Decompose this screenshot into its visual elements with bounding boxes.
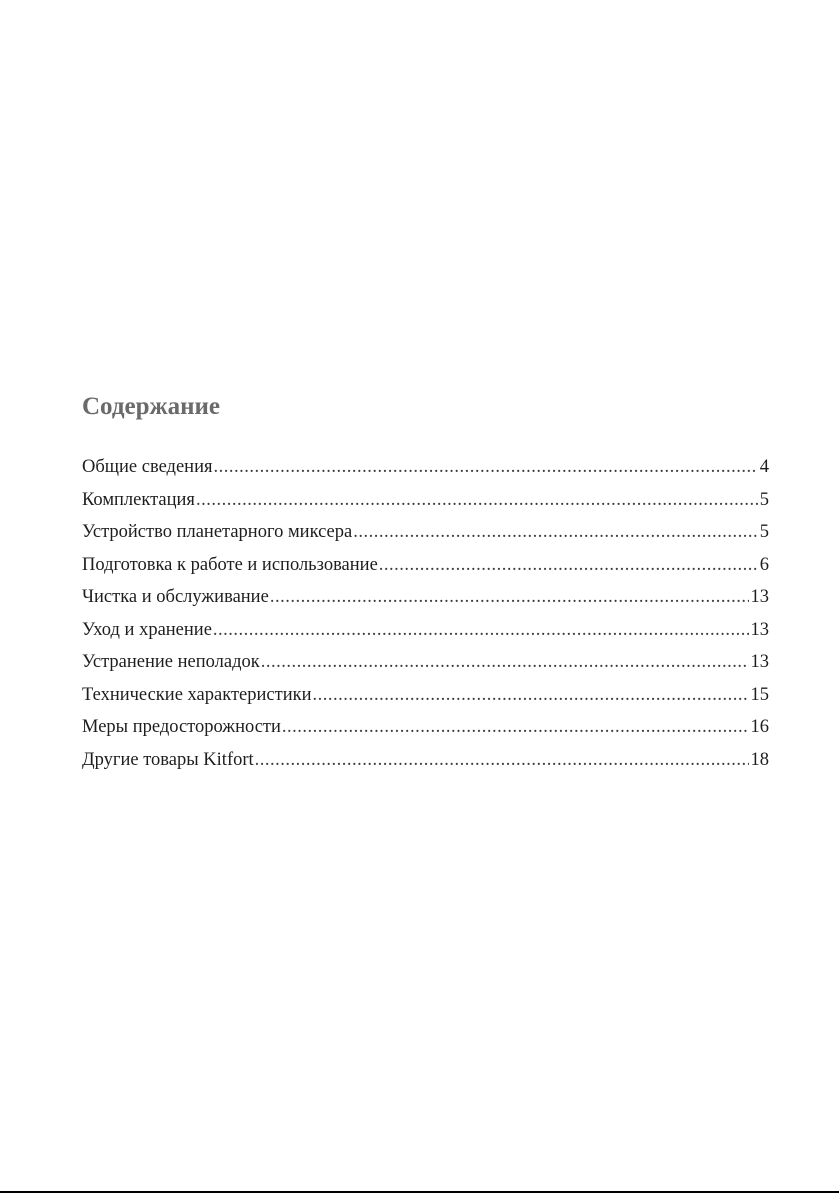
toc-dot-leader	[270, 581, 749, 614]
toc-dot-leader	[255, 744, 749, 777]
toc-dot-leader	[379, 549, 758, 582]
toc-entry[interactable]	[82, 744, 769, 777]
toc-entry-label: Чистка и обслуживание	[82, 587, 269, 607]
toc-dot-leader	[214, 451, 758, 484]
toc-entry-page: 6	[759, 554, 769, 575]
toc-entry-label: Общие сведения	[82, 457, 213, 477]
toc-entry-page: 13	[750, 619, 769, 640]
toc-title: Содержание	[82, 393, 221, 420]
toc-entry[interactable]	[82, 516, 769, 549]
toc-entry[interactable]	[82, 614, 769, 647]
toc-dot-leader	[353, 516, 758, 549]
toc-dot-leader	[312, 679, 748, 712]
toc-entry[interactable]	[82, 679, 769, 712]
toc-entry-page: 5	[759, 489, 769, 510]
toc-entry[interactable]	[82, 549, 769, 582]
toc-entry-page: 16	[750, 717, 769, 737]
toc-entry-page: 5	[759, 522, 769, 542]
toc-entry-page: 15	[750, 684, 769, 705]
toc-entry-label: Устранение неполадок	[82, 652, 260, 672]
toc-entry-page: 13	[750, 652, 769, 672]
toc-dot-leader	[196, 484, 758, 517]
toc-entry-label: Меры предосторожности	[82, 717, 281, 737]
toc-entry-label: Устройство планетарного миксера	[82, 522, 353, 542]
toc-entry[interactable]	[82, 581, 769, 614]
toc-entry-page: 18	[750, 749, 769, 770]
toc-entry-label: Комплектация	[82, 489, 195, 510]
toc-entry-label: Подготовка к работе и использование	[82, 554, 378, 575]
toc-entry[interactable]	[82, 711, 769, 744]
toc-entry[interactable]	[82, 451, 769, 484]
toc-entry-label: Другие товары Kitfort	[82, 749, 254, 770]
toc-dot-leader	[261, 646, 749, 679]
toc-entry-page: 4	[759, 457, 769, 477]
toc-entry[interactable]	[82, 484, 769, 517]
toc-entry[interactable]	[82, 646, 769, 679]
toc-entry-label: Уход и хранение	[82, 619, 212, 640]
toc-entry-page: 13	[750, 587, 769, 607]
toc-entry-label: Технические характеристики	[82, 684, 312, 705]
toc-list	[82, 451, 769, 776]
toc-dot-leader	[213, 614, 749, 647]
toc-dot-leader	[282, 711, 749, 744]
